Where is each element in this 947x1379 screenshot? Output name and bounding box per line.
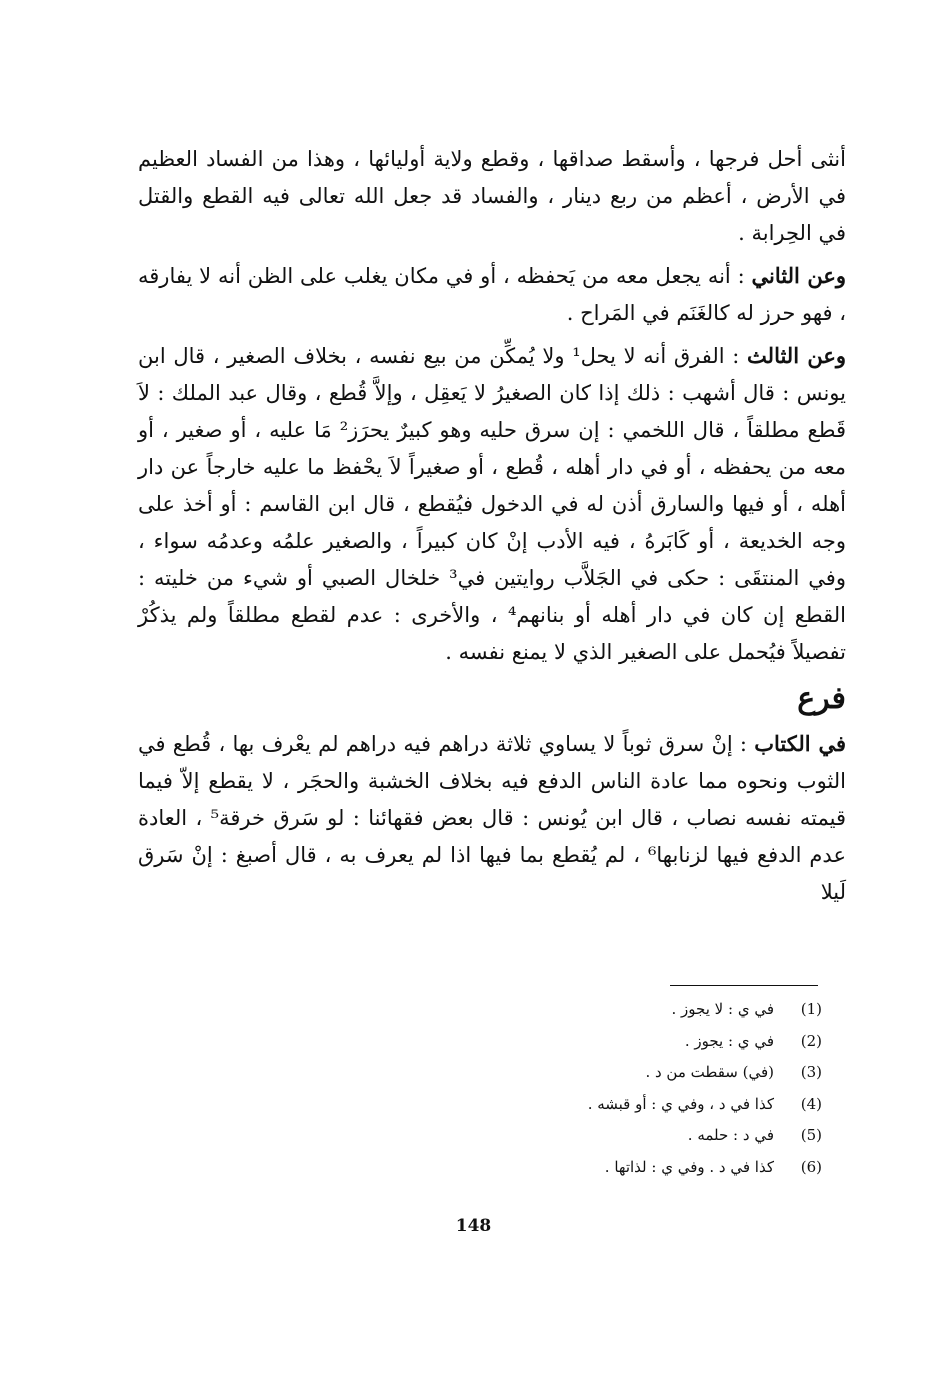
footnote-text: في ي : لا يجوز . bbox=[671, 1000, 774, 1018]
footnote-number: (3) bbox=[800, 1063, 822, 1081]
paragraph-lead: وعن الثالث bbox=[747, 343, 846, 368]
footnote bbox=[402, 1158, 822, 1190]
page-number: 148 bbox=[455, 1216, 492, 1236]
paragraph-text: : الفرق أنه لا يحل¹ ولا يُمكِّن من بيع نفسه ، بخلاف الصغير ، قال ابن يونس : قال أشهب : ذلك إذا كان الصغيرُ لا يَعقِل ، وإلاَّ قُطع ، وقال عبد الملك : لاَ قَطع مطلقاً ، قال اللخمي : إن سرق حليه وهو كبيرٌ يحرَز² مَا عليه ، أو صغير ، أو معه من يحفظه ، أو في دار أهله ، قُطع ، أو صغيراً لاَ يحْفظ ما عليه خارجاً عن دار أهله ، أو فيها والسارق أذن له في الدخول فيُقطع ، قال ابن القاسم : أو أخذ على وجه الخديعة ، أو كَابَرهُ ، فيه الأدب إنْ كان كبيراً ، والصغير علمُه وعدمُه سواء ، وفي المنتقَى : حكى في الجَلاَّب روايتين في³ خلخال الصبي أو شيء من خليته : القطع إن كان في دار أهله أو بنانهم⁴ ، والأخرى : عدم لقطع مطلقاً ولم يذكُرْ تفصيلاً فيُحمل على الصغير الذي لا يمنع نفسه . bbox=[138, 344, 846, 664]
footnote-divider bbox=[670, 985, 818, 986]
footnote-number: (6) bbox=[800, 1157, 822, 1176]
page-body bbox=[138, 140, 846, 911]
footnote-text: كذا في د . وفي ي : لذاتها . bbox=[604, 1157, 774, 1176]
paragraph-4 bbox=[138, 725, 846, 911]
section-heading: فرع bbox=[797, 681, 846, 716]
paragraph-text: : أنه يجعل معه من يَحفظه ، أو في مكان يغلب على الظن أنه لا يفارقه ، فهو حرز له كالغَنَم في المَراح . bbox=[138, 264, 846, 325]
footnote-text: (في) سقطت من د . bbox=[645, 1063, 774, 1081]
footnote-number: (2) bbox=[800, 1031, 822, 1050]
footnote-text: في د : حلمه . bbox=[687, 1126, 774, 1144]
footnote bbox=[402, 1095, 822, 1127]
paragraph-text: أنثى أحل فرجها ، وأسقط صداقها ، وقطع ولاية أوليائها ، وهذا من الفساد العظيم في الأرض ، أعظم من ربع دينار ، والفساد قد جعل الله تعالى فيه القطع والقتل في الحِرابة . bbox=[138, 147, 846, 245]
footnote-number: (4) bbox=[800, 1094, 822, 1113]
footnote bbox=[402, 1126, 822, 1158]
footnote bbox=[402, 1063, 822, 1095]
footnote bbox=[402, 1032, 822, 1064]
footnotes bbox=[402, 1000, 822, 1189]
paragraph-2 bbox=[138, 257, 846, 332]
paragraph-lead: في الكتاب bbox=[754, 731, 846, 756]
paragraph-3 bbox=[138, 337, 846, 671]
paragraph-text: : إنْ سرق ثوباً لا يساوي ثلاثة دراهم فيه دراهم لم يعْرف بها ، قُطع في الثوب ونحوه مما عادة الناس الدفع فيه بخلاف الخشبة والحجَر ، لا يقطع إلاّ فيما قيمته نفسه نصاب ، قال ابن يُونس : قال بعض فقهائنا : لو سَرق خرقة⁵ ، العادة عدم الدفع فيها لزنابها⁶ ، لم يُقطع بما فيها اذا لم يعرف به ، قال أصبغ : إنْ سَرق لَيلا bbox=[138, 732, 847, 904]
footnote bbox=[402, 1000, 822, 1032]
footnote-text: كذا في د ، وفي ي : أو قبشه . bbox=[587, 1094, 774, 1113]
paragraph-1 bbox=[138, 140, 846, 252]
footnote-number: (5) bbox=[800, 1126, 822, 1144]
footnote-number: (1) bbox=[800, 1000, 822, 1018]
footnote-text: في ي : يجوز . bbox=[684, 1031, 774, 1050]
paragraph-lead: وعن الثاني bbox=[751, 263, 846, 288]
